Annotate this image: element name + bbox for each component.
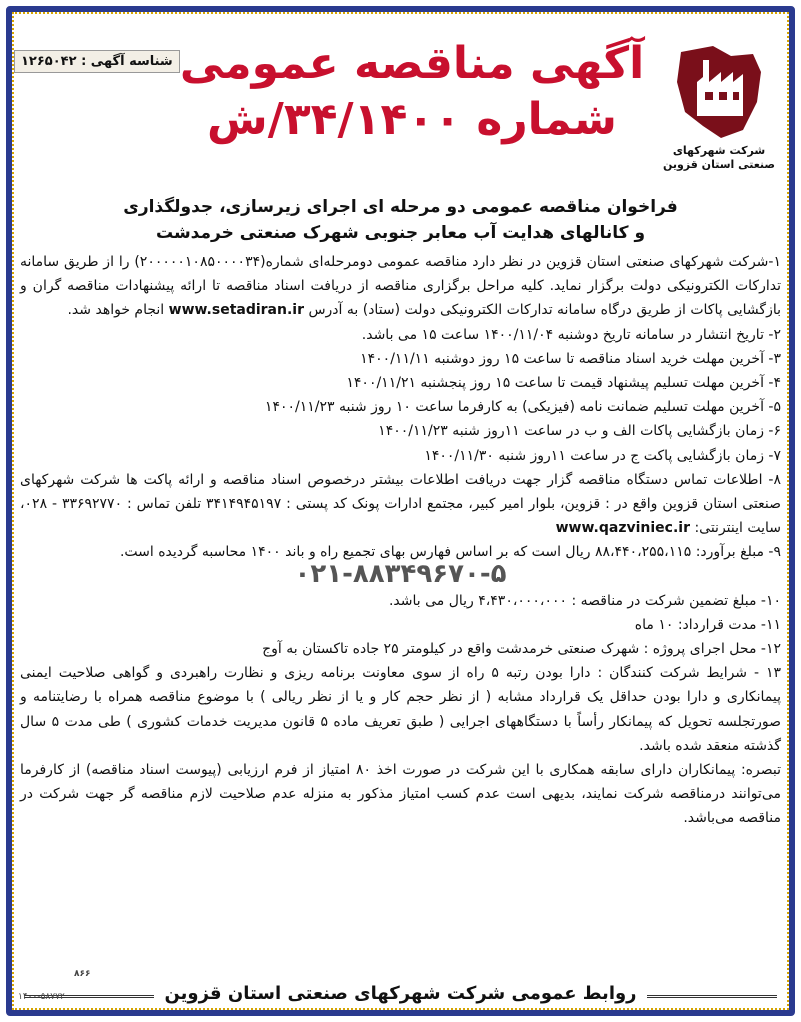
watermark-phone: ۰۲۱-۸۸۳۴۹۶۷۰-۵ — [294, 558, 507, 589]
setad-url[interactable]: www.setadiran.ir — [168, 302, 304, 319]
tender-number: شماره ۳۴/۱۴۰۰/ش — [207, 94, 617, 145]
item-4: ۴- آخرین مهلت تسلیم پیشنهاد قیمت تا ساعت ۱۵ روز پنجشنبه ۱۴۰۰/۱۱/۲۱ — [346, 375, 781, 392]
subject-heading — [34, 194, 767, 246]
company-name: شرکت شهرکهای صنعتی استان قزوین — [662, 144, 776, 171]
item-9: ۹- مبلغ برآورد: ۸۸،۴۴۰،۲۵۵،۱۱۵ ریال است که بر اساس فهارس بهای تجمیع راه و باند ۱۴۰۰ محاسبه گردیده است. — [119, 544, 781, 561]
header — [14, 14, 787, 192]
footer — [14, 969, 787, 1004]
note: تبصره: پیمانکاران دارای سابقه همکاری با این شرکت در صورت اخذ ۸۰ امتیاز از فرم ارزیابی (پیوست اسناد مناقصه) از کارفرما می‌توانند درمناقصه شرکت نمایند، بدیهی است عدم کسب امتیاز مذکور به منزله عدم صلاحیت لازم مناقصه گر جهت شرکت در مناقصه می‌باشد. — [20, 762, 781, 827]
ad-id-badge: شناسه آگهی : ۱۲۶۵۰۴۲ — [14, 50, 180, 73]
ad-title: آگهی مناقصه عمومی — [179, 38, 645, 89]
company-url[interactable]: www.qazviniec.ir — [555, 520, 690, 537]
item-1 — [20, 250, 781, 323]
item-11: ۱۱- مدت قرارداد: ۱۰ ماه — [634, 616, 781, 633]
item-1-tail: انجام خواهد شد. — [67, 302, 165, 319]
item-6: ۶- زمان بازگشایی پاکات الف و ب در ساعت ۱۱روز شنبه ۱۴۰۰/۱۱/۲۳ — [378, 423, 781, 440]
item-8-text: ۸- اطلاعات تماس دستگاه مناقصه گزار جهت دریافت اطلاعات بیشتر درخصوص اسناد مناقصه و ارائه پاکت ها شرکت شهرکهای صنعتی استان قزوین واقع در : قزوین، بلوار امیر کبیر، مجتمع ادارات پونک کد پستی : ۳۴۱۴۹۴۵۱۹۷ تلفن تماس : ۳۳۶۹۲۷۷۰ - ۰۲۸، سایت اینترنتی: — [20, 471, 781, 537]
ad-body — [14, 250, 787, 831]
factory-map-icon — [673, 42, 765, 142]
item-3: ۳- آخرین مهلت خرید اسناد مناقصه تا ساعت ۱۵ روز دوشنبه ۱۴۰۰/۱۱/۱۱ — [360, 350, 781, 367]
item-13: ۱۳ - شرایط شرکت کنندگان : دارا بودن رتبه ۵ راه از سوی معاونت برنامه ریزی و نظارت راهبردی و گواهی صلاحیت ایمنی پیمانکاری و دارا بودن حداقل یک قرارداد مشابه ( از نظر حجم کار و یا از نظر ریالی ) با موضوع مناقصه همراه با رضایتنامه و صورتجلسه تحویل که پیمانکار رأساً با دستگاههای اجرایی ( طبق تعریف ماده ۵ قانون مدیریت خدمات کشوری ) طی مدت ۵ سال گذشته منعقد شده باشد. — [20, 665, 781, 754]
item-8 — [20, 468, 781, 541]
item-1-text: ۱-شرکت شهرکهای صنعتی استان قزوین در نظر دارد مناقصه عمومی دومرحله‌ای شماره(۲۰۰۰۰۰۱۰۸۵۰۰۰۰۳۴) را از طریق سامانه تدارکات الکترونیکی دولت برگزار نماید. کلیه مراحل برگزاری مناقصه از دریافت اسناد مناقصه تا ارائه پیشنهادات مناقصه گران و بازگشایی پاکات از طریق درگاه سامانه تدارکات الکترونیکی دولت (ستاد) به آدرس — [20, 254, 781, 319]
title-block — [177, 36, 647, 148]
footer-number: ۸۶۶ — [74, 969, 91, 979]
ad-content — [14, 14, 787, 1008]
item-12: ۱۲- محل اجرای پروژه : شهرک صنعتی خرمدشت واقع در کیلومتر ۲۵ جاده تاکستان به آوج — [262, 641, 781, 658]
subject-line-1: فراخوان مناقصه عمومی دو مرحله ای اجرای زیرسازی، جدولگذاری — [123, 197, 678, 217]
item-5: ۵- آخرین مهلت تسلیم ضمانت نامه (فیزیکی) به کارفرما ساعت ۱۰ روز شنبه ۱۴۰۰/۱۱/۲۳ — [264, 399, 781, 416]
item-2: ۲- تاریخ انتشار در سامانه تاریخ دوشنبه ۱۴۰۰/۱۱/۰۴ ساعت ۱۵ می باشد. — [361, 326, 781, 343]
subject-line-2: و کانالهای هدایت آب معابر جنوبی شهرک صنعتی خرمدشت — [155, 223, 646, 243]
item-10: ۱۰- مبلغ تضمین شرکت در مناقصه : ۴،۴۳۰،۰۰۰،۰۰۰ ریال می باشد. — [388, 592, 781, 609]
company-logo — [659, 42, 779, 192]
footer-text: روابط عمومی شرکت شهرکهای صنعتی استان قزوین — [154, 983, 646, 1004]
item-7: ۷- زمان بازگشایی پاکت ج در ساعت ۱۱روز شنبه ۱۴۰۰/۱۱/۳۰ — [424, 447, 781, 464]
footer-code: ۱۴۰۰-۵۸۷۷۲ — [18, 992, 65, 1002]
